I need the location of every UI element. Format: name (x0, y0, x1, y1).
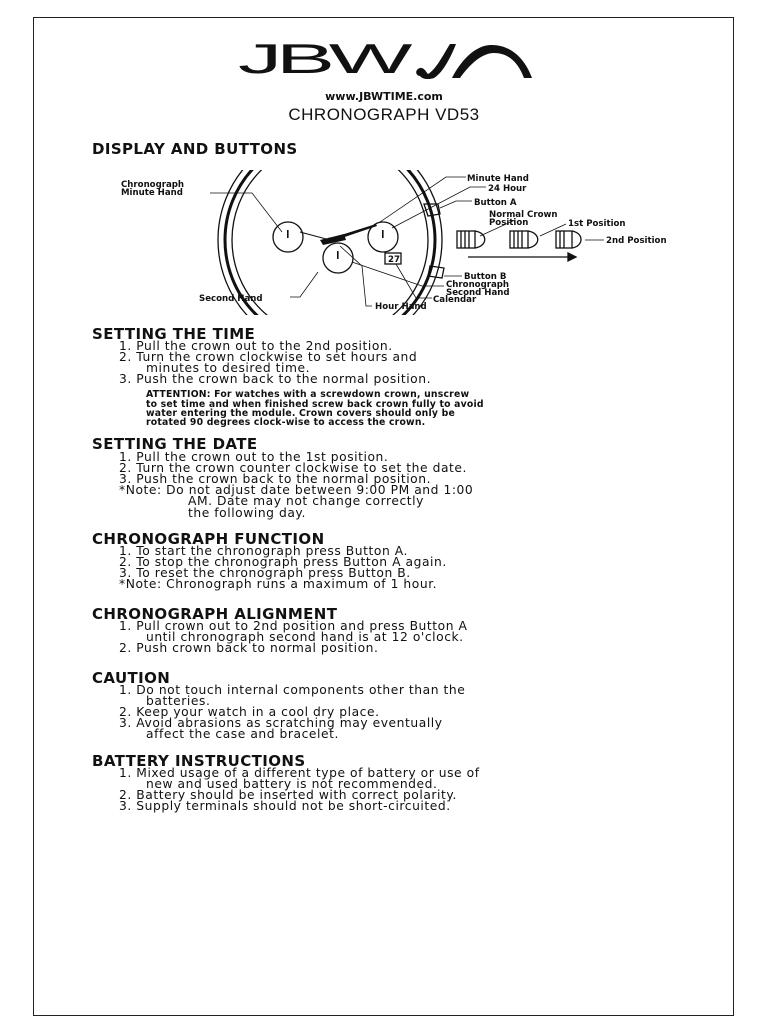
caution-heading: CAUTION (92, 669, 171, 687)
date-line-5: AM. Date may not change correctly (188, 494, 424, 508)
label-button-a: Button A (474, 198, 517, 208)
attention-line-1: ATTENTION: For watches with a screwdown crown, unscrew (146, 389, 470, 400)
logo-symbol (416, 44, 532, 79)
time-line-4: 3. Push the crown back to the normal position. (119, 372, 432, 386)
website-url: www.JBWTIME.com (325, 90, 443, 103)
chrono-function-line-2: 2. To stop the chronograph press Button A again. (119, 555, 447, 569)
chrono-function-heading: CHRONOGRAPH FUNCTION (92, 530, 325, 548)
battery-line-1: 1. Mixed usage of a different type of battery or use of (119, 766, 480, 780)
caution-line-3: 2. Keep your watch in a cool dry place. (119, 705, 380, 719)
chrono-alignment-line-1: 1. Pull crown out to 2nd position and press Button A (119, 619, 468, 633)
label-normal-crown-1: Normal Crown (489, 210, 558, 220)
label-second-hand: Second Hand (199, 294, 263, 304)
time-line-2: 2. Turn the crown clockwise to set hours and (119, 350, 418, 364)
caution-line-4: 3. Avoid abrasions as scratching may eventually (119, 716, 443, 730)
time-line-1: 1. Pull the crown out to the 2nd position. (119, 339, 393, 353)
label-chrono-second-2: Second Hand (446, 288, 510, 298)
time-heading: SETTING THE TIME (92, 325, 256, 343)
caution-line-2: batteries. (146, 694, 211, 708)
label-button-b: Button B (464, 272, 507, 282)
time-line-3: minutes to desired time. (146, 361, 311, 375)
display-heading: DISPLAY AND BUTTONS (92, 140, 298, 158)
attention-line-3: water entering the module. Crown covers should only be (146, 408, 455, 419)
date-heading: SETTING THE DATE (92, 435, 258, 453)
date-line-3: 3. Push the crown back to the normal position. (119, 472, 432, 486)
label-calendar: Calendar (433, 295, 477, 305)
label-chrono-minute-2: Minute Hand (121, 188, 183, 198)
second-hand (300, 232, 330, 240)
date-line-1: 1. Pull the crown out to the 1st position. (119, 450, 389, 464)
chrono-alignment-heading: CHRONOGRAPH ALIGNMENT (92, 605, 338, 623)
label-hour-hand: Hour Hand (375, 302, 427, 312)
crown-normal (457, 231, 485, 248)
attention-line-2: to set time and when finished screw back crown fully to avoid (146, 399, 484, 410)
model-title: CHRONOGRAPH VD53 (288, 105, 480, 124)
attention-line-4: rotated 90 degrees clock-wise to access the crown. (146, 417, 426, 428)
label-chrono-minute-1: Chronograph (121, 180, 185, 190)
logo-wordmark: JBW (238, 40, 414, 80)
jbw-logo (238, 40, 534, 80)
crown-position-1 (510, 231, 538, 248)
battery-line-4: 3. Supply terminals should not be short-circuited. (119, 799, 451, 813)
label-24hour: 24 Hour (488, 184, 527, 194)
chrono-function-line-4: *Note: Chronograph runs a maximum of 1 hour. (119, 577, 438, 591)
chrono-alignment-line-3: 2. Push crown back to normal position. (119, 641, 379, 655)
label-2nd-position: 2nd Position (606, 236, 667, 246)
date-line-6: the following day. (188, 506, 306, 520)
caution-line-1: 1. Do not touch internal components other than the (119, 683, 466, 697)
date-window-text: 27 (388, 255, 400, 265)
label-normal-crown-2: Position (489, 218, 529, 228)
battery-line-3: 2. Battery should be inserted with correct polarity. (119, 788, 457, 802)
label-chrono-second-1: Chronograph (446, 280, 510, 290)
caution-line-5: affect the case and bracelet. (146, 727, 339, 741)
chrono-alignment-line-2: until chronograph second hand is at 12 o'clock. (146, 630, 464, 644)
crown-position-2 (556, 231, 581, 248)
battery-line-2: new and used battery is not recommended. (146, 777, 438, 791)
page-border (33, 17, 734, 1016)
label-1st-position: 1st Position (568, 219, 626, 229)
battery-heading: BATTERY INSTRUCTIONS (92, 752, 306, 770)
watch-diagram (110, 170, 700, 315)
chrono-function-line-3: 3. To reset the chronograph press Button B. (119, 566, 411, 580)
date-line-2: 2. Turn the crown counter clockwise to set the date. (119, 461, 467, 475)
chrono-function-line-1: 1. To start the chronograph press Button A. (119, 544, 408, 558)
date-line-4: *Note: Do not adjust date between 9:00 PM and 1:00 (119, 483, 474, 497)
label-minute-hand: Minute Hand (467, 174, 529, 184)
